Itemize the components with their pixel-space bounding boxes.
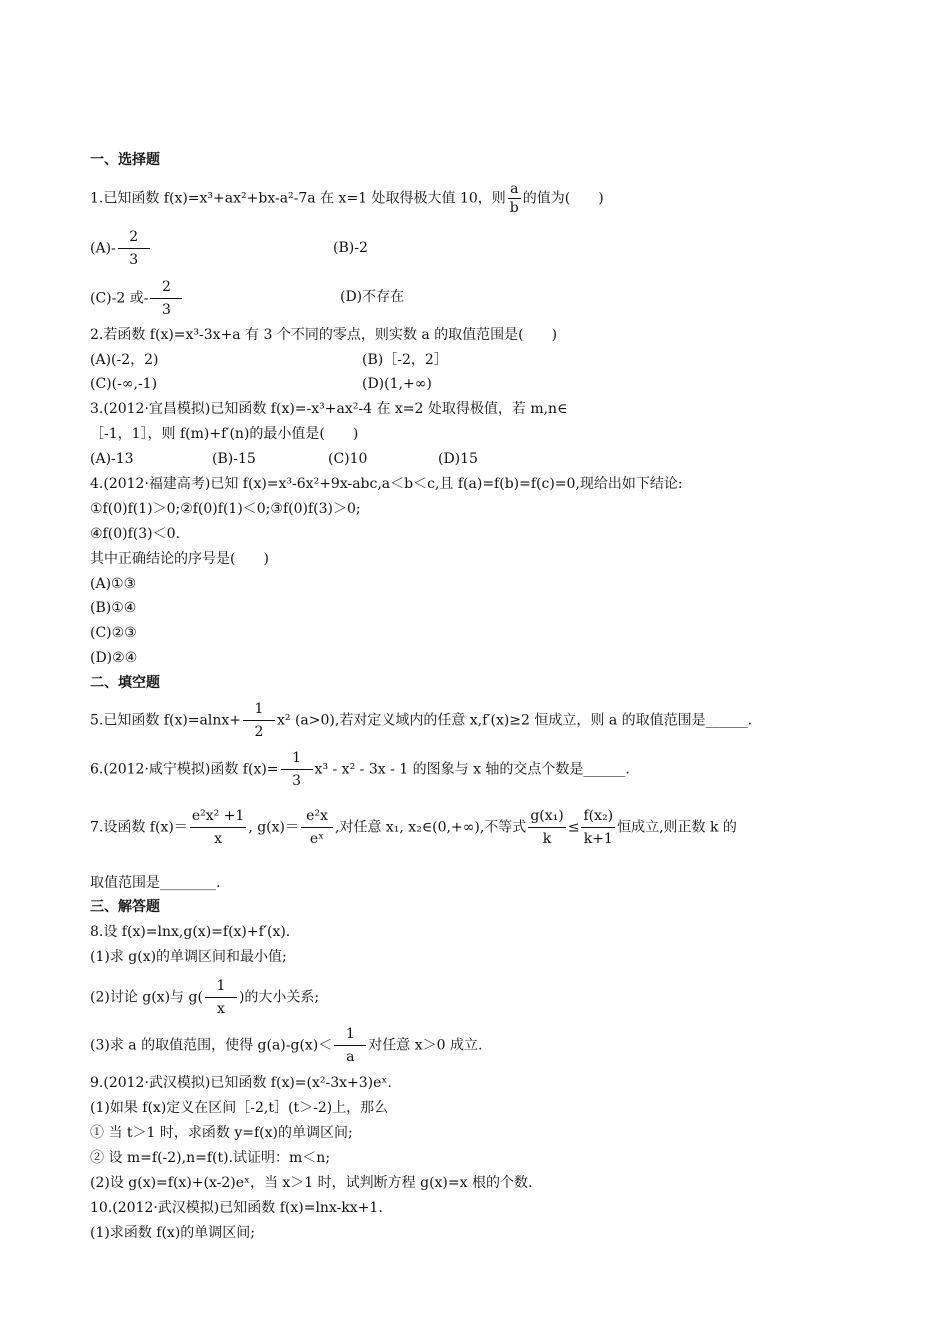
q7-g-den: eˣ xyxy=(309,831,325,847)
q1-option-a-label: (A)- xyxy=(90,240,116,257)
q5-num: 1 xyxy=(243,698,275,721)
section-heading-choice: 一、选择题 xyxy=(90,152,160,168)
question-3-stem-line1: 3.(2012·宜昌模拟)已知函数 f(x)=-x³+ax²-4 在 x=2 处取得极值，若 m,n∈ xyxy=(90,401,568,417)
q4-question: 其中正确结论的序号是( ) xyxy=(90,551,269,567)
q5-den: 2 xyxy=(254,724,264,740)
q7-f-fraction xyxy=(190,805,247,850)
q1-frac-num: a xyxy=(508,180,521,199)
question-6 xyxy=(90,747,630,792)
q7-part-c: ,对任意 x₁, x₂∈(0,+∞),不等式 xyxy=(335,819,527,836)
q7-right-fraction xyxy=(581,805,615,850)
q6-den: 3 xyxy=(292,773,301,789)
q3-option-d: (D)15 xyxy=(438,451,478,467)
question-7 xyxy=(90,805,737,850)
q8-part-3 xyxy=(90,1023,482,1068)
q1-c-num: 2 xyxy=(150,276,182,299)
q4-option-c: (C)②③ xyxy=(90,625,137,641)
question-10-stem: 10.(2012·武汉模拟)已知函数 f(x)=lnx-kx+1. xyxy=(90,1200,383,1216)
q7-r-num: f(x₂) xyxy=(581,805,615,828)
question-2-stem: 2.若函数 f(x)=x³-3x+a 有 3 个不同的零点，则实数 a 的取值范围是( ) xyxy=(90,327,558,343)
q7-le-sign: ≤ xyxy=(567,819,580,836)
q6-fraction-third xyxy=(281,747,313,792)
question-9-stem: 9.(2012·武汉模拟)已知函数 f(x)=(x²-3x+3)eˣ. xyxy=(90,1075,392,1091)
q5-part-a: 5.已知函数 f(x)=alnx+ xyxy=(90,712,242,729)
q1-option-c xyxy=(90,276,184,321)
q9-part-1-i: ① 当 t＞1 时，求函数 y=f(x)的单调区间; xyxy=(90,1125,353,1141)
q2-option-c: (C)(-∞,-1) xyxy=(90,376,158,392)
q7-g-fraction xyxy=(301,805,333,850)
q9-part-1-ii: ② 设 m=f(-2),n=f(t).试证明：m＜n; xyxy=(90,1150,331,1166)
q1-option-c-label: (C)-2 或- xyxy=(90,290,149,307)
q9-part-2: (2)设 g(x)=f(x)+(x-2)eˣ，当 x＞1 时，试判断方程 g(x)=x 根的个数. xyxy=(90,1175,533,1191)
q6-part-b: x³ - x² - 3x - 1 的图象与 x 轴的交点个数是______. xyxy=(314,761,630,778)
q8-p3-a: (3)求 a 的取值范围，使得 g(a)-g(x)＜ xyxy=(90,1037,333,1054)
q2-option-b: (B)［-2，2］ xyxy=(362,352,448,368)
q4-option-a: (A)①③ xyxy=(90,576,137,592)
q2-option-a: (A)(-2，2) xyxy=(90,352,159,368)
q1-option-d: (D)不存在 xyxy=(340,289,405,305)
q8-part-1: (1)求 g(x)的单调区间和最小值; xyxy=(90,949,287,965)
q8-p2-a: (2)讨论 g(x)与 g( xyxy=(90,989,203,1006)
q9-part-1: (1)如果 f(x)定义在区间［-2,t］(t＞-2)上，那么 xyxy=(90,1100,389,1116)
q8-p2-b: )的大小关系; xyxy=(238,989,320,1006)
q8-p2-num: 1 xyxy=(205,975,237,998)
q3-option-a: (A)-13 xyxy=(90,451,134,467)
q3-option-c: (C)10 xyxy=(328,451,368,467)
q1-stem-a: 1.已知函数 f(x)=x³+ax²+bx-a²-7a 在 x=1 处取得极大值 10，则 xyxy=(90,190,506,207)
q7-f-num: e²x² +1 xyxy=(190,805,247,828)
question-4-stem: 4.(2012·福建高考)已知 f(x)=x³-6x²+9x-abc,a＜b＜c,且 f(a)=f(b)=f(c)=0,现给出如下结论: xyxy=(90,476,683,492)
q8-part-2 xyxy=(90,975,319,1020)
question-8-stem: 8.设 f(x)=lnx,g(x)=f(x)+f′(x). xyxy=(90,924,291,940)
q1-option-a xyxy=(90,226,152,271)
question-5 xyxy=(90,698,752,743)
q8-p3-fraction xyxy=(334,1023,366,1068)
q7-g-num: e²x xyxy=(301,805,333,828)
q1-frac-den: b xyxy=(509,200,519,216)
q4-statements-line1: ①f(0)f(1)＞0;②f(0)f(1)＜0;③f(0)f(3)＞0; xyxy=(90,501,361,517)
q1-stem-b: 的值为( ) xyxy=(522,190,604,207)
q4-statements-line2: ④f(0)f(3)＜0. xyxy=(90,526,180,542)
q4-option-d: (D)②④ xyxy=(90,650,138,666)
q7-l-num: g(x₁) xyxy=(528,805,565,828)
question-1-stem xyxy=(90,180,604,217)
q6-part-a: 6.(2012·咸宁模拟)函数 f(x)= xyxy=(90,761,279,778)
q8-p2-fraction xyxy=(205,975,237,1020)
q5-part-b: x² (a>0),若对定义域内的任意 x,f′(x)≥2 恒成立，则 a 的取值范围是______. xyxy=(277,712,753,729)
q7-left-fraction xyxy=(528,805,565,850)
q7-part-a: 7.设函数 f(x)＝ xyxy=(90,819,188,836)
q7-continuation: 取值范围是________. xyxy=(90,875,221,891)
q6-num: 1 xyxy=(281,747,313,770)
q8-p2-den: x xyxy=(216,1001,225,1017)
section-heading-solve: 三、解答题 xyxy=(90,899,160,915)
q7-l-den: k xyxy=(542,831,552,847)
question-3-stem-line2: ［-1，1］，则 f(m)+f′(n)的最小值是( ) xyxy=(90,426,359,442)
q7-part-b: , g(x)＝ xyxy=(248,819,299,836)
q8-p3-num: 1 xyxy=(334,1023,366,1046)
q7-part-d: 恒成立,则正数 k 的 xyxy=(617,819,737,836)
q10-part-1: (1)求函数 f(x)的单调区间; xyxy=(90,1225,255,1241)
section-heading-fill: 二、填空题 xyxy=(90,675,160,691)
q5-fraction-half xyxy=(243,698,275,743)
q1-a-den: 3 xyxy=(129,252,139,268)
q7-r-den: k+1 xyxy=(583,831,613,847)
q3-option-b: (B)-15 xyxy=(212,451,256,467)
q7-f-den: x xyxy=(214,831,223,847)
q8-p3-b: 对任意 x＞0 成立. xyxy=(368,1037,483,1054)
q1-option-c-fraction xyxy=(150,276,182,321)
q1-c-den: 3 xyxy=(162,302,171,318)
q1-a-num: 2 xyxy=(118,226,150,249)
q1-fraction-a-over-b xyxy=(508,180,521,217)
q4-option-b: (B)①④ xyxy=(90,600,137,616)
q2-option-d: (D)(1,+∞) xyxy=(362,376,432,392)
q1-option-b: (B)-2 xyxy=(333,240,368,256)
q8-p3-den: a xyxy=(346,1049,355,1065)
q1-option-a-fraction xyxy=(118,226,150,271)
